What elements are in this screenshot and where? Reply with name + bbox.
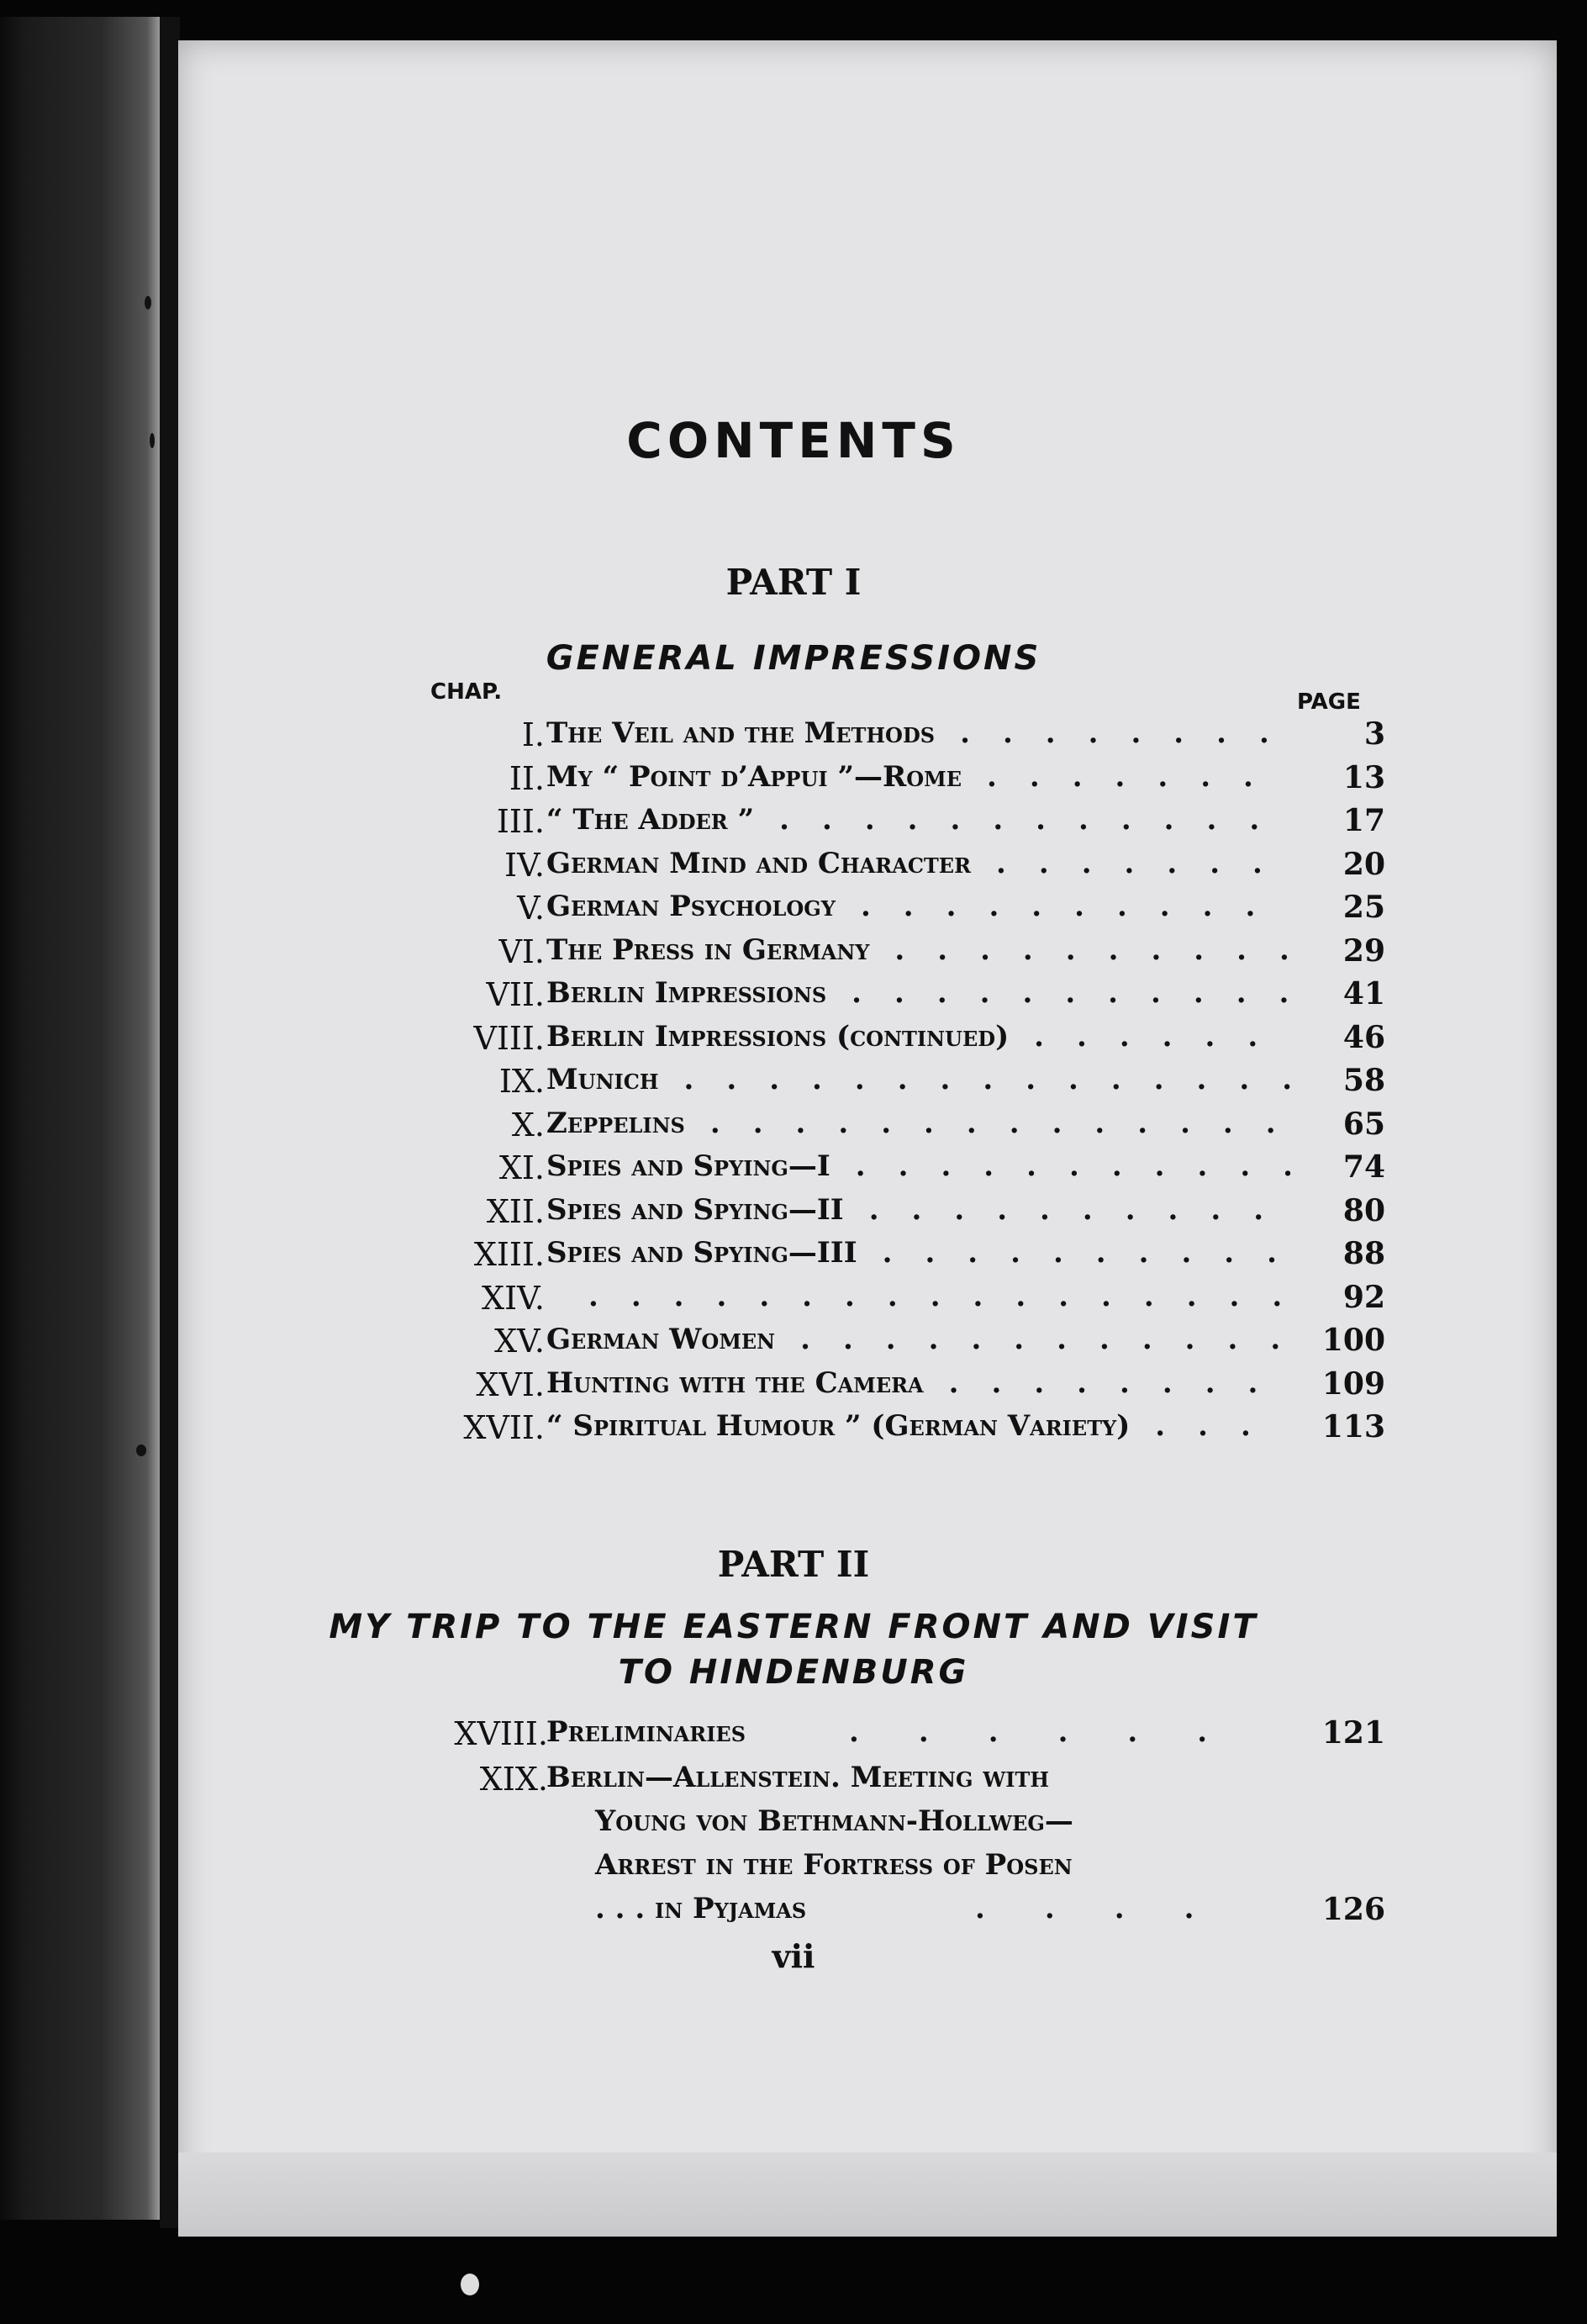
chapter-number: II. — [509, 759, 545, 797]
toc-entry — [0, 1107, 1587, 1150]
toc-entry — [0, 716, 1587, 760]
chapter-number: XVI. — [476, 1365, 545, 1403]
toc-entry — [0, 847, 1587, 890]
toc-entry — [0, 890, 1587, 933]
leader-dots: .......... — [860, 890, 1289, 923]
toc-entry — [0, 1761, 1587, 1946]
chapter-title-line: Young von Bethmann-Hollweg— — [595, 1804, 1073, 1838]
chapter-page: 20 — [1342, 846, 1385, 882]
leader-dots: ........ — [960, 716, 1302, 750]
chapter-title: Spies and Spying—I — [546, 1149, 830, 1183]
toc-entry — [0, 1280, 1587, 1323]
toc-entry — [0, 1236, 1587, 1280]
part-two-subtitle-line-1: MY TRIP TO THE EASTERN FRONT AND VISIT — [329, 1608, 1258, 1646]
toc-entry — [0, 1149, 1587, 1193]
chapter-page: 13 — [1342, 759, 1385, 795]
chapter-number: VI. — [498, 932, 545, 970]
chapter-page: 113 — [1321, 1409, 1385, 1445]
leader-dots: ....... — [987, 759, 1286, 794]
chapter-number: VII. — [486, 976, 545, 1013]
toc-entry — [0, 1020, 1587, 1064]
leader-dots: ................. — [588, 1279, 1315, 1313]
chapter-page: 121 — [1321, 1715, 1385, 1751]
leader-dots: ............ — [800, 1323, 1314, 1356]
leader-dots: ........ — [948, 1365, 1291, 1400]
chapter-number: I. — [521, 716, 545, 753]
chapter-number: X. — [511, 1106, 545, 1144]
chapter-page: 65 — [1342, 1106, 1385, 1142]
page-column-header: PAGE — [1297, 689, 1361, 715]
leader-dots: ...... — [1034, 1019, 1291, 1054]
leader-dots: ............... — [683, 1063, 1326, 1096]
chapter-title: Berlin Impressions — [546, 976, 827, 1010]
chapter-page: 3 — [1363, 716, 1385, 752]
chapter-page: 46 — [1342, 1019, 1385, 1055]
chapter-title: Preliminaries — [546, 1715, 746, 1749]
toc-entry — [0, 933, 1587, 977]
leader-dots: ....... — [996, 846, 1295, 880]
chapter-number: VIII. — [473, 1019, 545, 1057]
toc-entry — [0, 1323, 1587, 1366]
toc-entry — [0, 803, 1587, 847]
chapter-page: 80 — [1342, 1192, 1385, 1228]
chapter-page: 100 — [1321, 1323, 1385, 1358]
chapter-page: 88 — [1342, 1236, 1385, 1271]
leader-dots: .......... — [894, 932, 1322, 967]
chapter-title: German Psychology — [546, 890, 836, 923]
leader-dots: . . . . . . — [849, 1715, 1208, 1749]
chapter-page: 74 — [1342, 1149, 1385, 1185]
chapter-page: 41 — [1342, 976, 1385, 1011]
chapter-page: 92 — [1342, 1279, 1385, 1315]
chapter-title-line: . . . in Pyjamas — [595, 1892, 807, 1925]
chapter-number: XVII. — [463, 1409, 545, 1446]
chapter-page: 29 — [1342, 932, 1385, 969]
chapter-number: XI. — [498, 1149, 545, 1186]
chapter-title: “ Spiritual Humour ” (German Variety) — [546, 1409, 1131, 1443]
chapter-number: XVIII. — [454, 1715, 548, 1752]
part-two-heading: PART II — [717, 1544, 870, 1585]
chapter-title: Berlin Impressions (continued) — [546, 1019, 1010, 1054]
page-bottom-margin — [178, 2152, 1557, 2237]
toc-entry — [0, 1193, 1587, 1237]
leader-dots: ... — [1155, 1409, 1284, 1443]
leader-dots: ........... — [851, 976, 1322, 1010]
chapter-page: 25 — [1342, 890, 1385, 925]
toc-entry — [0, 1409, 1587, 1453]
chapter-title: Hunting with the Camera — [546, 1365, 924, 1400]
chapter-title: “ The Adder ” — [546, 803, 755, 837]
chapter-title: Spies and Spying—III — [546, 1236, 857, 1270]
toc-entry — [0, 760, 1587, 804]
chapter-number: V. — [517, 890, 545, 927]
chapter-number: III. — [496, 803, 545, 840]
chapter-title: German Mind and Character — [546, 846, 972, 880]
chapter-page: 17 — [1342, 803, 1385, 838]
leader-dots: ............ — [779, 803, 1293, 837]
scan-speck — [145, 296, 151, 309]
chapter-title: The Veil and the Methods — [546, 716, 936, 750]
leader-dots: .............. — [709, 1106, 1309, 1140]
toc-entry — [0, 1715, 1587, 1759]
chapter-title: The Press in Germany — [546, 932, 870, 967]
chapter-title: German Women — [546, 1323, 776, 1356]
part-one-subtitle: GENERAL IMPRESSIONS — [546, 639, 1041, 678]
toc-entry — [0, 1063, 1587, 1107]
chapter-title: My “ Point d’Appui ”—Rome — [546, 759, 962, 794]
leader-dots: . . . . — [975, 1892, 1194, 1925]
chapter-number: IV. — [504, 846, 545, 884]
chapter-number: XIV. — [482, 1279, 545, 1317]
chapter-number: XII. — [486, 1192, 545, 1230]
leader-dots: .......... — [868, 1192, 1297, 1227]
toc-entry — [0, 1366, 1587, 1410]
chapter-column-header: CHAP. — [430, 679, 503, 705]
chapter-title: Zeppelins — [546, 1106, 685, 1140]
chapter-page: 126 — [1321, 1892, 1385, 1927]
part-two-subtitle-line-2: TO HINDENBURG — [618, 1653, 969, 1692]
chapter-title: Munich — [546, 1063, 659, 1096]
chapter-number: XV. — [494, 1323, 545, 1360]
leader-dots: .......... — [882, 1236, 1310, 1270]
toc-entry — [0, 976, 1587, 1020]
chapter-title: Spies and Spying—II — [546, 1192, 844, 1227]
page-number: vii — [772, 1937, 815, 1975]
chapter-page: 109 — [1321, 1365, 1385, 1402]
chapter-title-line: Arrest in the Fortress of Posen — [595, 1848, 1073, 1882]
scan-speck — [461, 2274, 479, 2295]
chapter-number: XIX. — [479, 1761, 548, 1798]
chapter-title-line: Berlin—Allenstein. Meeting with — [546, 1761, 1049, 1794]
part-one-heading: PART I — [725, 562, 862, 603]
leader-dots: ........... — [855, 1149, 1326, 1183]
chapter-page: 58 — [1342, 1063, 1385, 1098]
chapter-number: IX. — [498, 1063, 545, 1100]
chapter-number: XIII. — [473, 1236, 545, 1273]
page-title: CONTENTS — [626, 412, 961, 469]
